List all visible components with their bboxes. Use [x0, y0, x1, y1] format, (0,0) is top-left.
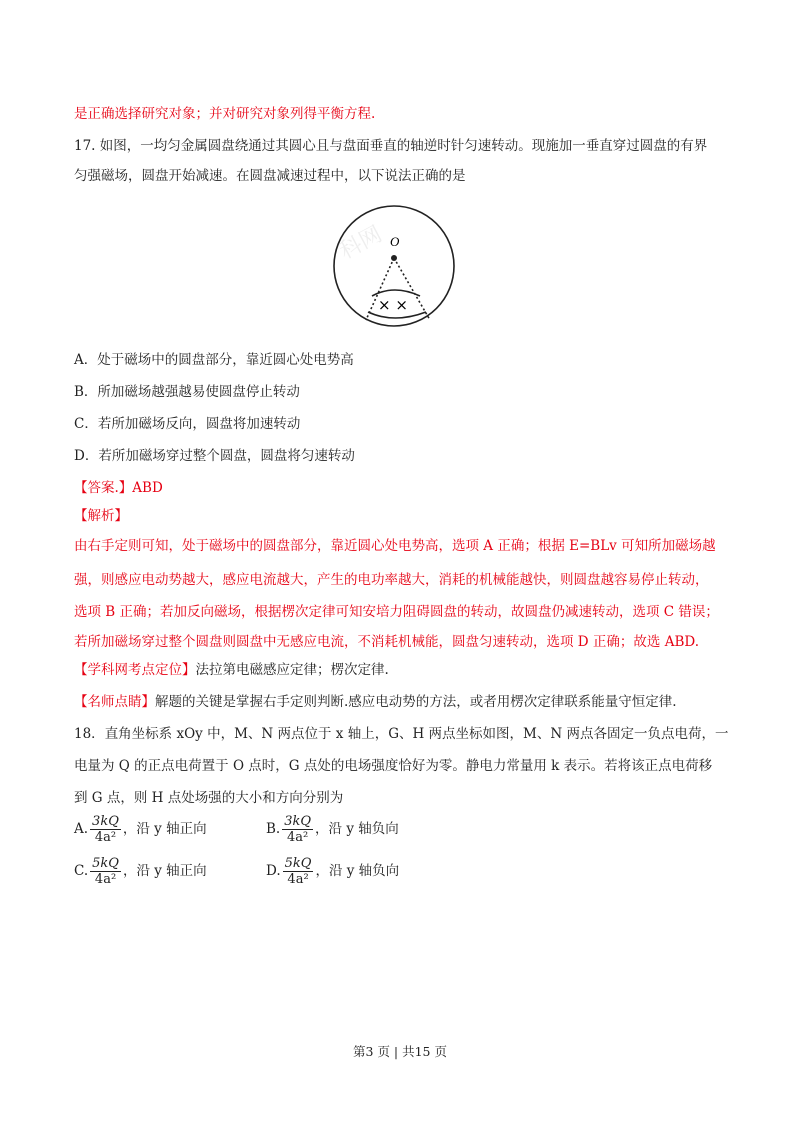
q18-line1: [74, 724, 728, 744]
q18-line2: 电量为 Q 的正点电荷置于 O 点时，G 点处的电场强度恰好为零。静电力常量用 k 表示。若将该正点电荷移: [74, 758, 713, 774]
option-text: 若所加磁场穿过整个圆盘，圆盘将匀速转动: [98, 448, 355, 464]
denominator: 4a²: [94, 872, 117, 887]
q18-option-c: [74, 856, 207, 887]
fraction: [90, 856, 121, 887]
kaodian-tag: 【学科网考点定位】: [74, 662, 196, 678]
option-label: D.: [266, 863, 281, 879]
magnetic-field-crosses: × ×: [378, 296, 408, 314]
kaodian-line: [74, 660, 389, 680]
numerator: 3kQ: [92, 814, 119, 829]
kaodian-text: 法拉第电磁感应定律；楞次定律.: [195, 662, 389, 678]
analysis-line-1: 由右手定则可知，处于磁场中的圆盘部分，靠近圆心处电势高，选项 A 正确；根据 E=BLv 可知所加磁场越: [74, 538, 716, 554]
analysis-line-4: 若所加磁场穿过整个圆盘则圆盘中无感应电流，不消耗机械能，圆盘匀速转动，选项 D 正确；故选 ABD.: [74, 634, 699, 650]
answer-tag: 【答案.】: [74, 480, 133, 496]
rotating-disk-diagram: [330, 196, 458, 336]
q17-option-a: [74, 350, 354, 370]
option-text: ，沿 y 轴正向: [122, 863, 207, 879]
q17-stem-text-1: 如图，一均匀金属圆盘绕通过其圆心且与盘面垂直的轴逆时针匀速转动。现施加一垂直穿过圆盘的有界: [99, 138, 708, 154]
q18-line3: 到 G 点，则 H 点处场强的大小和方向分别为: [74, 790, 344, 806]
mingshi-line: [74, 692, 677, 712]
option-text: 处于磁场中的圆盘部分，靠近圆心处电势高: [97, 352, 354, 368]
option-text: ，沿 y 轴正向: [122, 821, 207, 837]
denominator: 4a²: [287, 830, 309, 845]
page-footer: 第3 页 | 共15 页: [353, 1044, 447, 1059]
option-text: 若所加磁场反向，圆盘将加速转动: [97, 416, 301, 432]
disk-figure: [330, 196, 458, 336]
fraction: [90, 814, 121, 845]
q17-option-c: [74, 414, 300, 434]
answer-value: ABD: [132, 480, 163, 496]
q17-stem-line1: [74, 136, 707, 156]
fraction: [282, 814, 313, 845]
mingshi-tag: 【名师点睛】: [74, 694, 155, 710]
analysis-line-3: 选项 B 正确；若加反向磁场，根据楞次定律可知安培力阻碍圆盘的转动，故圆盘仍减速转动，选项 C 错误；: [74, 604, 719, 620]
q18-option-b: [266, 814, 399, 845]
analysis-tag: 【解析】: [74, 508, 128, 524]
q17-number: 17.: [74, 138, 96, 154]
numerator: 5kQ: [92, 856, 119, 871]
mingshi-text: 解题的关键是掌握右手定则判断.感应电动势的方法，或者用楞次定律联系能量守恒定律.: [155, 694, 677, 710]
q17-option-d: [74, 446, 355, 466]
numerator: 3kQ: [284, 814, 312, 829]
previous-tip-text: 是正确选择研究对象；并对研究对象列得平衡方程.: [74, 106, 376, 122]
option-text: ，沿 y 轴负向: [315, 863, 400, 879]
q17-stem-line2: 匀强磁场，圆盘开始减速。在圆盘减速过程中，以下说法正确的是: [74, 168, 466, 184]
option-label: B.: [266, 821, 281, 837]
option-text: 所加磁场越强越易使圆盘停止转动: [97, 384, 300, 400]
option-label: A.: [74, 821, 89, 837]
q18-stem-text-1: 直角坐标系 xOy 中，M、N 两点位于 x 轴上，G、H 两点坐标如图，M、N 两点各固定一负点电荷，一: [104, 726, 729, 742]
q18-option-d: [266, 856, 399, 887]
option-text: ，沿 y 轴负向: [315, 821, 399, 837]
watermark: 科网: [335, 221, 387, 265]
center-label-o: O: [390, 234, 400, 249]
q17-option-b: [74, 382, 300, 402]
q17-answer: [74, 478, 163, 498]
option-label: B．: [74, 384, 98, 400]
option-label: D．: [74, 448, 99, 464]
numerator: 5kQ: [284, 856, 312, 871]
fraction: [283, 856, 314, 887]
denominator: 4a²: [94, 830, 117, 845]
option-label: C．: [74, 416, 98, 432]
q18-option-a: [74, 814, 207, 845]
analysis-line-2: 强，则感应电动势越大，感应电流越大，产生的电功率越大，消耗的机械能越快，则圆盘越容易停止转动，: [74, 572, 709, 588]
q18-number: 18．: [74, 726, 105, 742]
denominator: 4a²: [287, 872, 309, 887]
option-label: A．: [74, 352, 98, 368]
option-label: C.: [74, 863, 89, 879]
